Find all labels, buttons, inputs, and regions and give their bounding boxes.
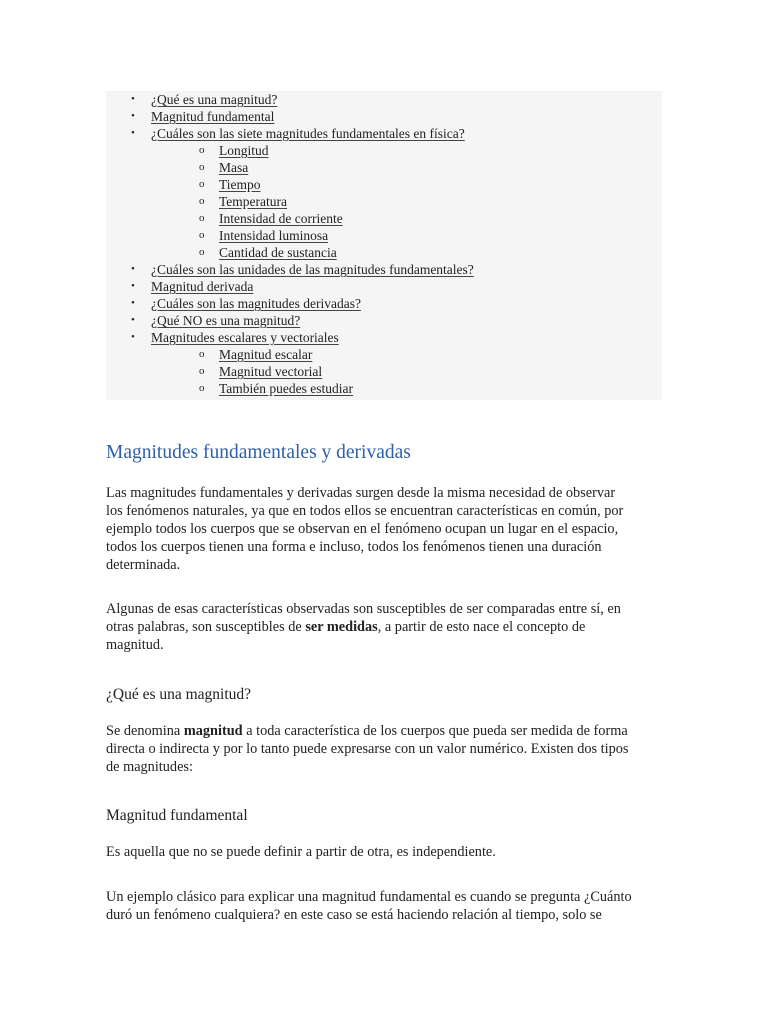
text-line: magnitud. — [106, 637, 164, 653]
section-title: Magnitudes fundamentales y derivadas — [106, 442, 411, 463]
circle-bullet-icon: o — [199, 229, 205, 241]
text-line: todos los cuerpos tienen una forma e incluso, todos los fenómenos tienen una duración — [106, 539, 602, 555]
toc-item — [106, 363, 662, 380]
toc-item — [106, 159, 662, 176]
circle-bullet-icon: o — [199, 161, 205, 173]
toc-item — [106, 125, 662, 142]
toc-item — [106, 227, 662, 244]
toc-item — [106, 346, 662, 363]
text-fragment: , a partir de esto nace el concepto de — [377, 619, 586, 635]
bullet-icon: • — [131, 110, 135, 122]
toc-item — [106, 108, 662, 125]
toc-link[interactable]: ¿Cuáles son las magnitudes derivadas? — [151, 296, 361, 311]
circle-bullet-icon: o — [199, 348, 205, 360]
definition-paragraph — [106, 722, 666, 776]
toc-link[interactable]: Magnitudes escalares y vectoriales — [151, 330, 339, 345]
text-fragment: Se denomina — [106, 723, 184, 739]
circle-bullet-icon: o — [199, 195, 205, 207]
intro-paragraph — [106, 484, 666, 574]
bullet-icon: • — [131, 93, 135, 105]
toc-link[interactable]: Temperatura — [219, 194, 288, 209]
bullet-icon: • — [131, 127, 135, 139]
toc-list — [106, 91, 662, 397]
bullet-icon: • — [131, 297, 135, 309]
toc-link[interactable]: ¿Cuáles son las unidades de las magnitudes fundamentales? — [151, 262, 474, 277]
bullet-icon: • — [131, 280, 135, 292]
bold-term: ser medidas — [305, 619, 378, 635]
toc-item — [106, 380, 662, 397]
toc-link[interactable]: ¿Cuáles son las siete magnitudes fundamentales en física? — [151, 126, 465, 141]
toc-link[interactable]: Magnitud escalar — [219, 347, 313, 362]
toc-item — [106, 329, 662, 346]
circle-bullet-icon: o — [199, 144, 205, 156]
heading-magnitud-fundamental: Magnitud fundamental — [106, 807, 248, 824]
circle-bullet-icon: o — [199, 382, 205, 394]
circle-bullet-icon: o — [199, 178, 205, 190]
toc-link[interactable]: También puedes estudiar — [219, 381, 354, 396]
text-line: Algunas de esas características observadas son susceptibles de ser comparadas entre sí, en — [106, 601, 621, 617]
text-line: de magnitudes: — [106, 759, 193, 775]
circle-bullet-icon: o — [199, 212, 205, 224]
toc-link[interactable]: Magnitud derivada — [151, 279, 254, 294]
circle-bullet-icon: o — [199, 246, 205, 258]
toc-link[interactable]: Tiempo — [219, 177, 261, 192]
toc-item — [106, 312, 662, 329]
measurement-paragraph — [106, 600, 666, 654]
toc-item — [106, 278, 662, 295]
fundamental-definition: Es aquella que no se puede definir a partir de otra, es independiente. — [106, 844, 496, 860]
toc-link[interactable]: ¿Qué es una magnitud? — [151, 92, 278, 107]
toc-link[interactable]: Magnitud fundamental — [151, 109, 275, 124]
toc-item — [106, 91, 662, 108]
text-line: determinada. — [106, 557, 181, 573]
toc-item — [106, 244, 662, 261]
text-fragment: otras palabras, son susceptibles de — [106, 619, 306, 635]
text-fragment: a toda característica de los cuerpos que pueda ser medida de forma — [242, 723, 628, 739]
toc-link[interactable]: ¿Qué NO es una magnitud? — [151, 313, 301, 328]
toc-link[interactable]: Longitud — [219, 143, 269, 158]
text-line: ejemplo todos los cuerpos que se observan en el fenómeno ocupan un lugar en el espacio, — [106, 521, 619, 537]
bullet-icon: • — [131, 263, 135, 275]
heading-que-es-magnitud: ¿Qué es una magnitud? — [106, 686, 252, 703]
example-paragraph — [106, 888, 666, 924]
text-line: duró un fenómeno cualquiera? en este caso se está haciendo relación al tiempo, solo se — [106, 907, 602, 923]
toc-link[interactable]: Cantidad de sustancia — [219, 245, 337, 260]
toc-item — [106, 176, 662, 193]
toc-item — [106, 210, 662, 227]
text-line: directa o indirecta y por lo tanto puede expresarse con un valor numérico. Existen dos tipos — [106, 741, 629, 757]
text-line: Las magnitudes fundamentales y derivadas surgen desde la misma necesidad de observar — [106, 485, 616, 501]
text-line: los fenómenos naturales, ya que en todos ellos se encuentran características en común, por — [106, 503, 624, 519]
text-line: Un ejemplo clásico para explicar una magnitud fundamental es cuando se pregunta ¿Cuánto — [106, 889, 632, 905]
bullet-icon: • — [131, 331, 135, 343]
toc-link[interactable]: Masa — [219, 160, 249, 175]
table-of-contents — [106, 91, 662, 400]
bullet-icon: • — [131, 314, 135, 326]
circle-bullet-icon: o — [199, 365, 205, 377]
bold-term: magnitud — [183, 723, 243, 739]
toc-item — [106, 261, 662, 278]
toc-link[interactable]: Intensidad luminosa — [219, 228, 329, 243]
toc-item — [106, 193, 662, 210]
toc-item — [106, 295, 662, 312]
toc-item — [106, 142, 662, 159]
toc-link[interactable]: Magnitud vectorial — [219, 364, 323, 379]
toc-link[interactable]: Intensidad de corriente — [219, 211, 343, 226]
